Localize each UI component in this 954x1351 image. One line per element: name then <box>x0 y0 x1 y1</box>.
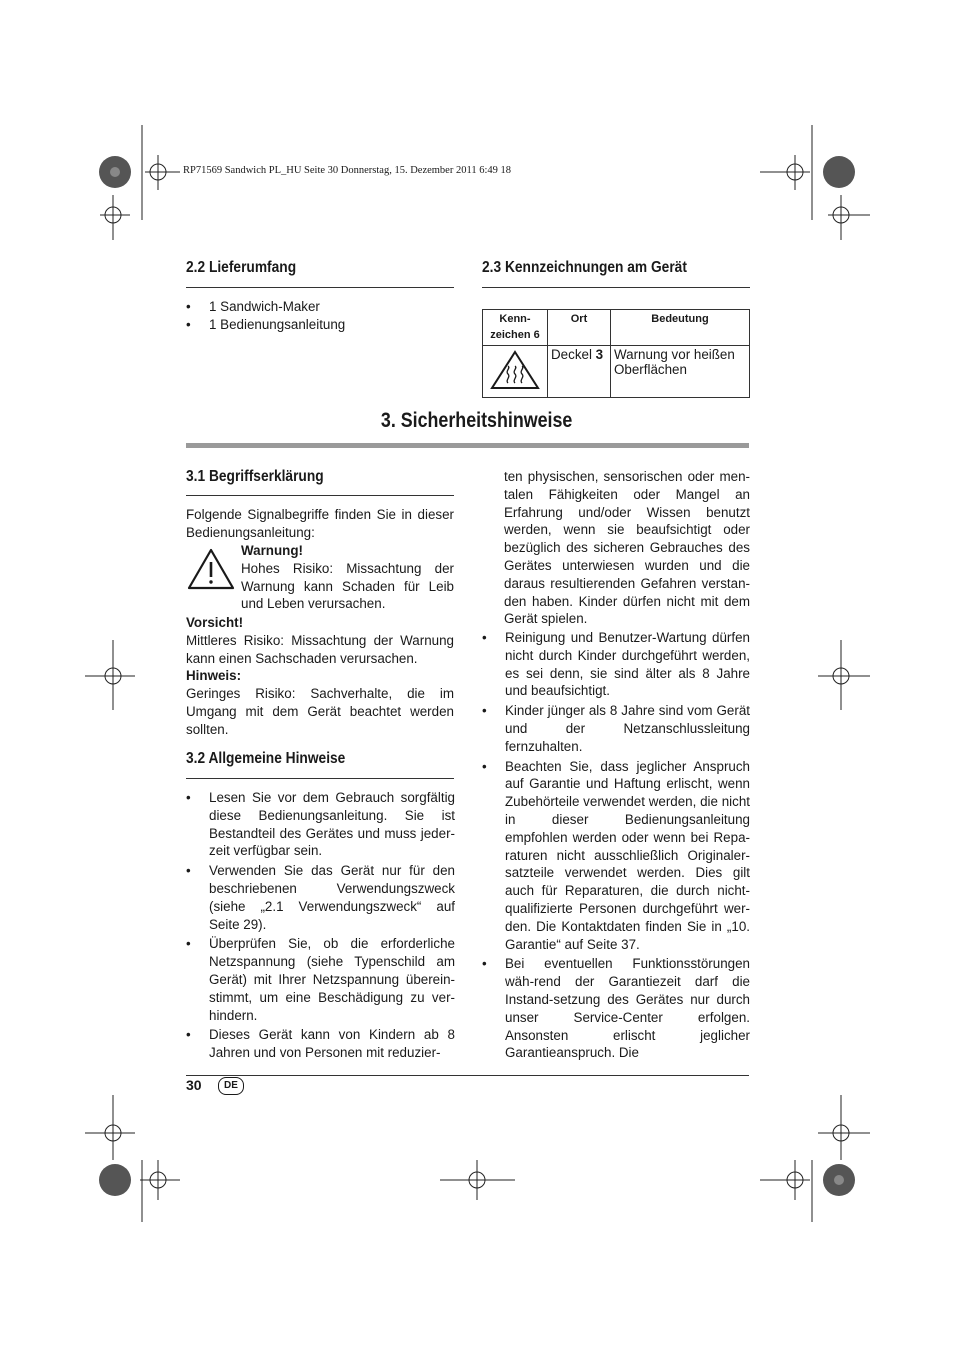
section-rule <box>186 778 454 779</box>
table-cell-bedeutung: Warnung vor heißen Oberflächen <box>611 346 750 398</box>
delivery-list <box>186 298 456 334</box>
section-rule <box>482 287 750 288</box>
vorsicht-label: Vorsicht! <box>186 615 244 630</box>
table-cell-ort <box>548 346 611 398</box>
continuation-paragraph: ten physischen, sensorischen oder men-talen Fähigkeiten oder Mangel an Erfahrung und/oder Wissen benutzt werden, wenn sie beaufsichtigt oder bezüglich des sicheren Gebrauches des Gerätes unterwiesen wurden und die daraus resultierenden Gefahren verstan-den haben. Kinder dürfen nicht mit dem Gerät spielen. <box>504 469 750 627</box>
vorsicht-text: Mittleres Risiko: Missachtung der Warnung kann einen Sachschaden verursachen. <box>186 632 454 666</box>
page-number: 30 <box>186 1077 202 1093</box>
list-item: • 1 Bedienungsanleitung <box>186 316 456 334</box>
warnung-block <box>241 542 454 613</box>
list-item: • Überprüfen Sie, ob die erforderliche Netzspannung (siehe Typenschild am Gerät) mit Ihrer Netzspannung überein-stimmt, um eine Beschädigung zu ver-hindern. <box>186 935 455 1024</box>
general-notes-list <box>186 789 455 1062</box>
list-item: • 1 Sandwich-Maker <box>186 298 456 316</box>
cell-text: Deckel <box>551 347 596 362</box>
section-heading-allgemeine-hinweise: 3.2 Allgemeine Hinweise <box>186 750 346 767</box>
cell-text-bold: 3 <box>595 347 604 362</box>
list-item: • Beachten Sie, dass jeglicher Anspruch auf Garantie und Haftung erlischt, wenn Zubehörteile verwendet werden, die nicht in dieser Bedienungsanleitung empfohlen werden oder wenn bei Repa-raturen nicht ausschließlich Originaler-satzteile verwendet werden. Dies gilt auch für Reparaturen, die durch nicht-qualifizierte Personen durchgeführt wer-den. Die Kontaktdaten finden Sie in „10. Garantie“ auf Seite 37. <box>482 758 750 954</box>
hinweis-label: Hinweis: <box>186 668 242 684</box>
list-item: • Verwenden Sie das Gerät nur für den beschriebenen Verwendungszweck (siehe „2.1 Verwendungszweck“ auf Seite 29). <box>186 862 455 933</box>
chapter-bar <box>186 443 749 448</box>
section-heading-lieferumfang: 2.2 Lieferumfang <box>186 259 297 276</box>
safety-list <box>482 629 750 1062</box>
warning-icon <box>186 547 236 591</box>
markings-table <box>482 309 750 398</box>
warnung-label: Warnung! <box>241 543 303 558</box>
section-rule <box>186 287 454 288</box>
table-header: Bedeutung <box>611 310 750 346</box>
table-header: Kenn- zeichen 6 <box>483 310 548 346</box>
hinweis-text: Geringes Risiko: Sachverhalte, die im Umgang mit dem Gerät beachtet werden sollten. <box>186 686 454 737</box>
section-heading-kennzeichnungen: 2.3 Kennzeichnungen am Gerät <box>482 259 687 276</box>
language-badge: DE <box>218 1077 244 1095</box>
print-header: RP71569 Sandwich PL_HU Seite 30 Donnerstag, 15. Dezember 2011 6:49 18 <box>183 165 511 176</box>
section-rule <box>186 495 454 496</box>
list-item: • Dieses Gerät kann von Kindern ab 8 Jahren und von Personen mit reduzier- <box>186 1026 455 1062</box>
chapter-title-text: 3. Sicherheitshinweise <box>381 409 573 432</box>
hot-surface-icon <box>489 349 541 391</box>
warnung-text: Hohes Risiko: Missachtung der Warnung kann Schaden für Leib und Leben verursachen. <box>241 560 454 612</box>
list-item: • Reinigung und Benutzer-Wartung dürfen nicht durch Kinder durchgeführt werden, es sei denn, sie sind älter als 8 Jahre und beaufsichtigt. <box>482 629 750 700</box>
list-item: • Lesen Sie vor dem Gebrauch sorgfältig diese Bedienungsanleitung. Sie ist Bestandteil des Gerätes und muss jeder-zeit verfügbar sein. <box>186 789 455 860</box>
intro-paragraph: Folgende Signalbegriffe finden Sie in dieser Bedienungsanleitung: <box>186 507 454 540</box>
table-cell-symbol <box>483 346 548 398</box>
table-header: Ort <box>548 310 611 346</box>
list-item: • Bei eventuellen Funktionsstörungen wäh-rend der Garantiezeit darf die Instand-setzung des Gerätes nur durch unser Service-Center erfolgen. Ansonsten erlischt jeglicher Garantieanspruch. Die <box>482 955 750 1062</box>
list-item: • Kinder jünger als 8 Jahre sind vom Gerät und der Netzanschlussleitung fernzuhalten. <box>482 702 750 755</box>
footer-rule <box>186 1075 749 1076</box>
section-heading-begriffserklaerung: 3.1 Begriffserklärung <box>186 468 324 485</box>
vorsicht-block <box>186 614 454 739</box>
chapter-title <box>0 409 954 433</box>
